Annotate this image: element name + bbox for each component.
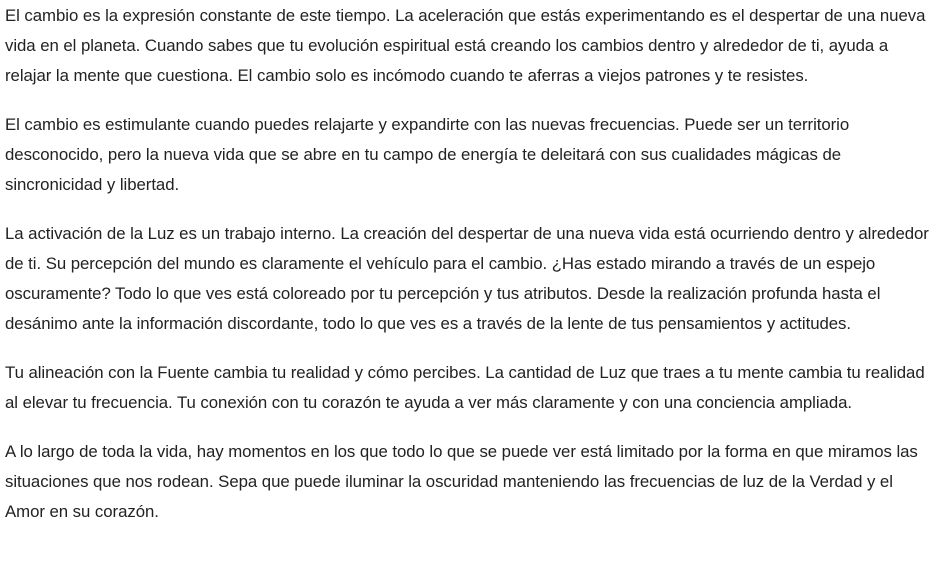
paragraph-3: La activación de la Luz es un trabajo interno. La creación del despertar de una nueva vida está ocurriendo dentro y alrededor de ti. Su percepción del mundo es claramente el vehículo para el cambio. ¿Has estado mirando a través de un espejo oscuramente? Todo lo que ves está coloreado por tu percepción y tus atributos. Desde la realización profunda hasta el desánimo ante la información discordante, todo lo que ves es a través de la lente de tus pensamientos y actitudes. bbox=[5, 224, 929, 333]
paragraph-5: A lo largo de toda la vida, hay momentos en los que todo lo que se puede ver está limitado por la forma en que miramos las situaciones que nos rodean. Sepa que puede iluminar la oscuridad manteniendo las frecuencias de luz de la Verdad y el Amor en su corazón. bbox=[5, 442, 918, 521]
paragraph-2: El cambio es estimulante cuando puedes relajarte y expandirte con las nuevas frecuencias. Puede ser un territorio desconocido, pero la nueva vida que se abre en tu campo de energía te deleitará con sus cualidades mágicas de sincronicidad y libertad. bbox=[5, 115, 850, 194]
article-body bbox=[0, 1, 932, 527]
paragraph-1: El cambio es la expresión constante de este tiempo. La aceleración que estás experimentando es el despertar de una nueva vida en el planeta. Cuando sabes que tu evolución espiritual está creando los cambios dentro y alrededor de ti, ayuda a relajar la mente que cuestiona. El cambio solo es incómodo cuando te aferras a viejos patrones y te resistes. bbox=[5, 6, 926, 85]
paragraph-4: Tu alineación con la Fuente cambia tu realidad y cómo percibes. La cantidad de Luz que traes a tu mente cambia tu realidad al elevar tu frecuencia. Tu conexión con tu corazón te ayuda a ver más claramente y con una conciencia ampliada. bbox=[5, 363, 925, 412]
